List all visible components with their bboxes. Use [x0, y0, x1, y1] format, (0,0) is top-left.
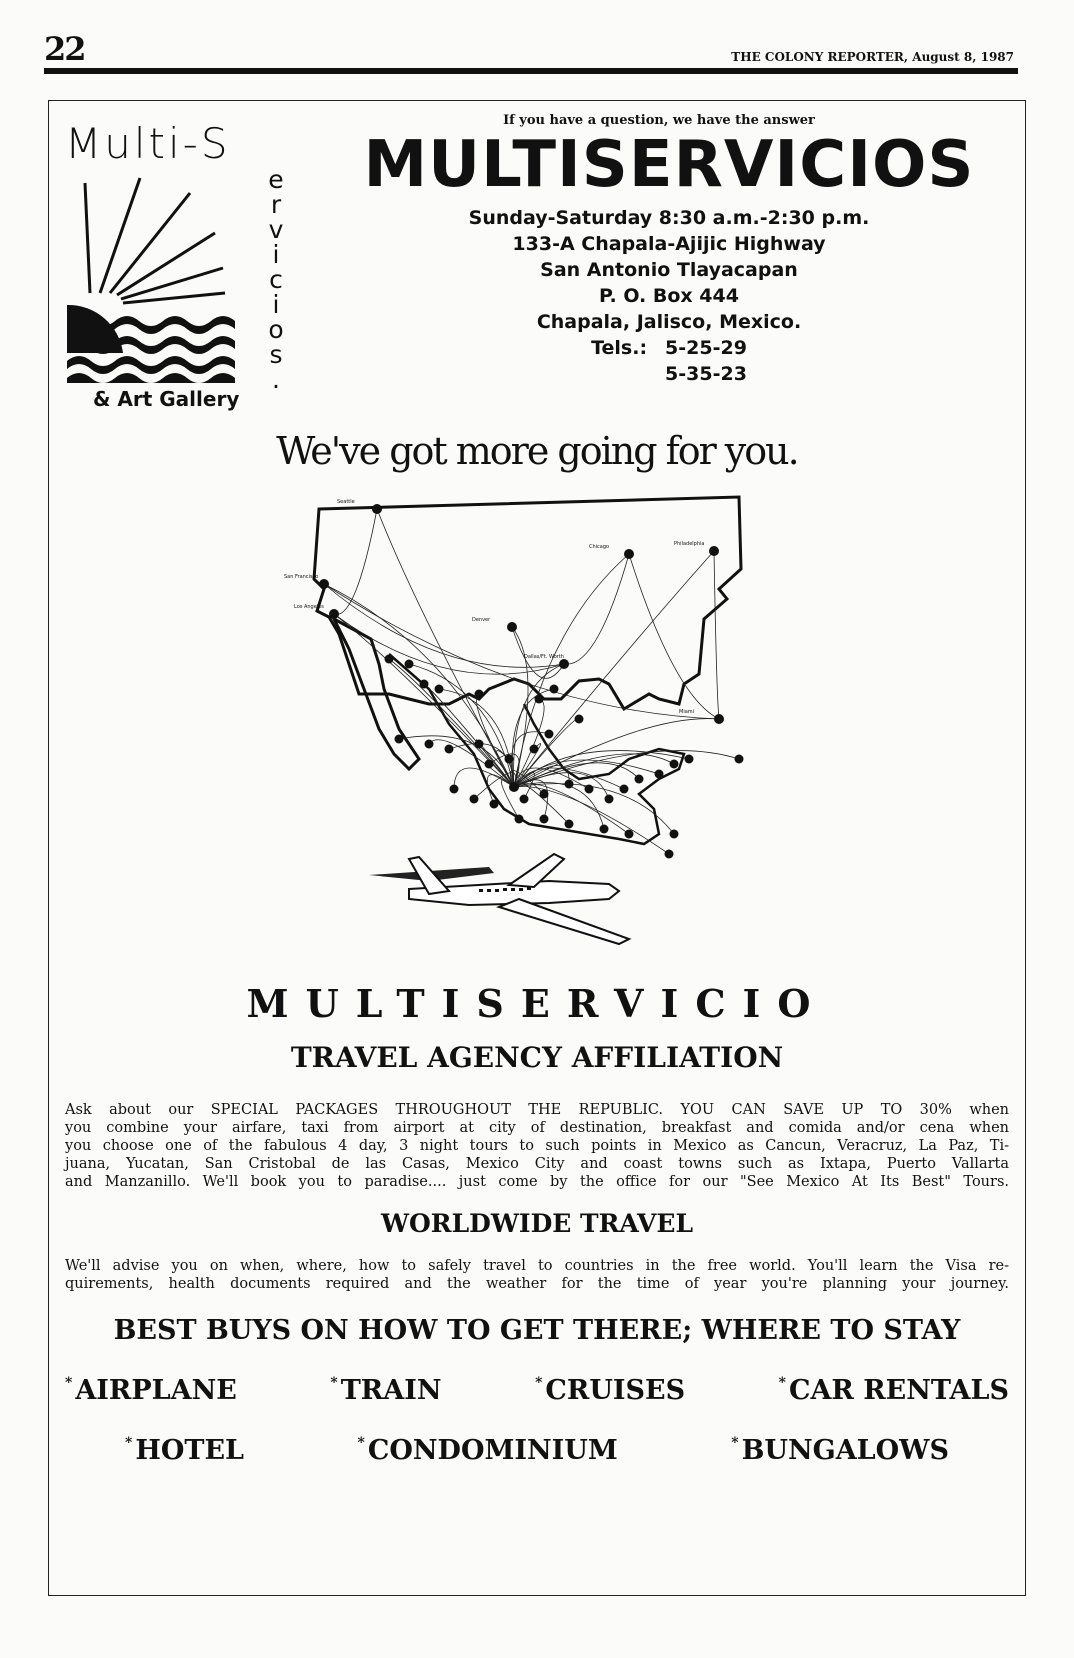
tel-1: 5-25-29: [665, 337, 747, 359]
route-line: [377, 509, 514, 787]
tel-2: 5-35-23: [665, 363, 747, 385]
service-item: * BUNGALOWS: [731, 1435, 949, 1466]
route-line: [714, 551, 719, 719]
city-dot: [545, 730, 554, 739]
city-label: Philadelphia: [674, 541, 705, 547]
city-dot: [670, 760, 679, 769]
advertisement: [48, 100, 1026, 1596]
route-map-illustration: [279, 489, 799, 959]
city-dot: [655, 770, 664, 779]
sun-waves-icon: [65, 163, 265, 383]
logo-multi-text: Multi-S: [65, 119, 231, 168]
service-item: * CONDOMINIUM: [357, 1435, 618, 1466]
city-dot: [540, 790, 549, 799]
route-line: [629, 554, 719, 719]
city-dot: [624, 549, 634, 559]
packages-paragraph: [65, 1101, 1009, 1191]
page-number: 22: [44, 30, 85, 68]
address-line-2: San Antonio Tlayacapan: [540, 259, 798, 281]
route-line: [334, 509, 377, 614]
tels-label: Tels.:: [591, 337, 648, 359]
city-dot: [735, 755, 744, 764]
city-dot: [385, 655, 394, 664]
city: Chapala, Jalisco, Mexico.: [536, 311, 802, 333]
city-dot: [319, 579, 329, 589]
city-dot: [585, 785, 594, 794]
worldwide-heading: WORLDWIDE TRAVEL: [380, 1209, 694, 1238]
header-rule: [44, 68, 1018, 74]
city-dot: [475, 690, 484, 699]
city-dot: [475, 740, 484, 749]
city-dot: [665, 850, 674, 859]
city-dot: [515, 815, 524, 824]
packages-line: and Manzanillo. We'll book you to paradise.... just come by the office for our "See Mexico At Its Best" Tours.: [65, 1174, 1009, 1190]
city-dot: [559, 659, 569, 669]
logo-vertical-text: e r v i c i o s .: [268, 165, 284, 394]
city-dot: [490, 800, 499, 809]
city-dot: [635, 775, 644, 784]
city-dot: [565, 820, 574, 829]
city-dot: [485, 760, 494, 769]
airplane-icon: [369, 854, 629, 944]
agency-title: MULTISERVICIO: [246, 981, 828, 1026]
city-dot: [605, 795, 614, 804]
brand-title: MULTISERVICIOS: [363, 128, 975, 202]
logo-gallery-text: & Art Gallery: [93, 387, 240, 411]
city-dot: [535, 695, 544, 704]
city-dot: [540, 815, 549, 824]
packages-line: you combine your airfare, taxi from airport at city of destination, breakfast and comida and/or cena when: [65, 1120, 1009, 1136]
best-buys-heading: BEST BUYS ON HOW TO GET THERE; WHERE TO STAY: [113, 1315, 961, 1346]
city-dot: [450, 785, 459, 794]
telephones: [389, 335, 949, 387]
address-line-1: 133-A Chapala-Ajijic Highway: [512, 233, 826, 255]
city-dot: [405, 660, 414, 669]
city-dot: [435, 685, 444, 694]
city-dot: [670, 830, 679, 839]
packages-line: juana, Yucatan, San Cristobal de las Casas, Mexico City and coast towns such as Ixtapa, Puerto Vallarta: [65, 1156, 1009, 1172]
city-dot: [445, 745, 454, 754]
worldwide-line: quirements, health documents required and the weather for the time of year you're planning your journey.: [65, 1276, 1009, 1292]
city-dot: [685, 755, 694, 764]
service-item: * HOTEL: [125, 1435, 245, 1466]
contact-block: [389, 205, 949, 387]
city-label: Seattle: [337, 499, 355, 505]
packages-line: you choose one of the fabulous 4 day, 3 night tours to such points in Mexico as Cancun, Veracruz, La Paz, Ti-: [65, 1138, 1009, 1154]
hours: Sunday-Saturday 8:30 a.m.-2:30 p.m.: [468, 207, 870, 229]
city-dot: [470, 795, 479, 804]
city-dot: [620, 785, 629, 794]
question-line: If you have a question, we have the answer: [503, 113, 815, 128]
city-dot: [709, 546, 719, 556]
service-item: * TRAIN: [330, 1375, 442, 1406]
worldwide-paragraph: [65, 1257, 1009, 1293]
city-dot: [575, 715, 584, 724]
route-map: [279, 489, 799, 963]
city-dot: [395, 735, 404, 744]
city-dot: [420, 680, 429, 689]
city-dot: [372, 504, 382, 514]
hub-dot: [509, 782, 519, 792]
city-dot: [520, 795, 529, 804]
service-item: * CRUISES: [535, 1375, 686, 1406]
agency-subtitle: TRAVEL AGENCY AFFILIATION: [290, 1041, 784, 1074]
po-box: P. O. Box 444: [599, 285, 739, 307]
city-dot: [425, 740, 434, 749]
city-dot: [507, 622, 517, 632]
city-label: Los Angeles: [294, 604, 324, 610]
city-label: Dallas/Ft. Worth: [524, 654, 564, 660]
worldwide-line: We'll advise you on when, where, how to safely travel to countries in the free world. You'll learn the Visa re-: [65, 1258, 1009, 1274]
city-dot: [530, 745, 539, 754]
city-dot: [625, 830, 634, 839]
city-dot: [600, 825, 609, 834]
service-item: * AIRPLANE: [65, 1375, 237, 1406]
services-row-2: [65, 1435, 1009, 1466]
route-line: [514, 719, 719, 787]
city-dot: [329, 609, 339, 619]
city-label: San Francisco: [284, 574, 319, 580]
running-head: THE COLONY REPORTER, August 8, 1987: [731, 50, 1014, 64]
city-label: Denver: [472, 617, 491, 623]
service-item: * CAR RENTALS: [778, 1375, 1009, 1406]
city-dot: [714, 714, 724, 724]
city-label: Miami: [679, 709, 695, 715]
city-dot: [565, 780, 574, 789]
route-line: [564, 554, 629, 664]
multiservicios-logo: [65, 119, 295, 419]
tagline: We've got more going for you.: [276, 429, 798, 473]
services-row-1: [65, 1375, 1009, 1406]
city-dot: [505, 755, 514, 764]
packages-line: Ask about our SPECIAL PACKAGES THROUGHOUT THE REPUBLIC. YOU CAN SAVE UP TO 30% when: [65, 1102, 1009, 1118]
city-dot: [550, 685, 559, 694]
city-label: Chicago: [589, 544, 610, 550]
